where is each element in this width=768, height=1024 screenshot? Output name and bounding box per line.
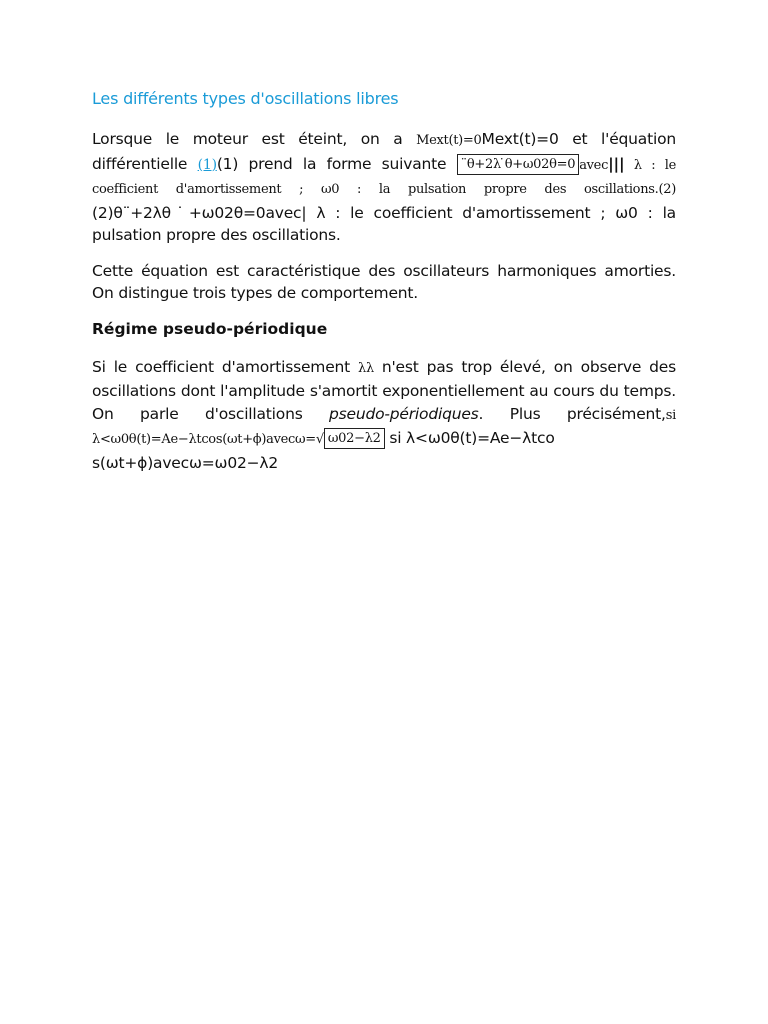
- document-content: [92, 88, 676, 487]
- section-title: Les différents types d'oscillations libres: [92, 89, 399, 108]
- equation-reference-link[interactable]: (1): [197, 156, 217, 173]
- math-inline: Mext(t)=0: [416, 133, 482, 148]
- text: si λ<ω0θ(t)=Ae−λtco: [384, 429, 555, 447]
- paragraph-pseudo-periodic: [92, 356, 676, 475]
- paragraph-intro: [92, 128, 676, 247]
- text: Si le coefficient d'amortissement: [92, 357, 358, 376]
- text: . Plus précisément,: [478, 404, 666, 423]
- text: Mext(t)=0 et l'équation différentielle: [92, 130, 676, 173]
- subsection-heading: Régime pseudo-périodique: [92, 319, 328, 338]
- equation-box: ω02−λ2: [324, 428, 385, 449]
- text: Lorsque le moteur est éteint, on a: [92, 130, 417, 148]
- math-inline: λ : le coefficient d'amortissement ; ω0 : la pulsation propre des oscillations.(2): [92, 157, 677, 197]
- math-inline: λλ: [358, 360, 374, 376]
- paragraph-description: Cette équation est caractéristique des oscillateurs harmoniques amorties. On distingue trois types de comportement.: [92, 261, 676, 302]
- math-inline: si λ<ω0θ(t)=Ae−λtcos(ωt+ϕ)avecω=√: [92, 407, 677, 447]
- text: (2)θ¨+2λθ˙+ω02θ=0avec| λ : le coefficient d'amortissement ; ω0 : la pulsation propre des oscillations.: [92, 203, 676, 244]
- emphasis: pseudo-périodiques: [329, 404, 479, 423]
- text: s(ωt+ϕ)avecω=ω02−λ2: [92, 453, 279, 472]
- text: (1) prend la forme suivante: [216, 154, 457, 173]
- text: |||: [608, 154, 625, 173]
- equation-box: ¨θ+2λ ̇θ+ω02θ=0: [457, 154, 580, 175]
- text: n'est pas trop élevé, on observe des oscillations dont l'amplitude s'amortit exponentiellement au cours du temps. On parle d'oscillations: [92, 357, 676, 423]
- math-inline: avec: [579, 157, 609, 173]
